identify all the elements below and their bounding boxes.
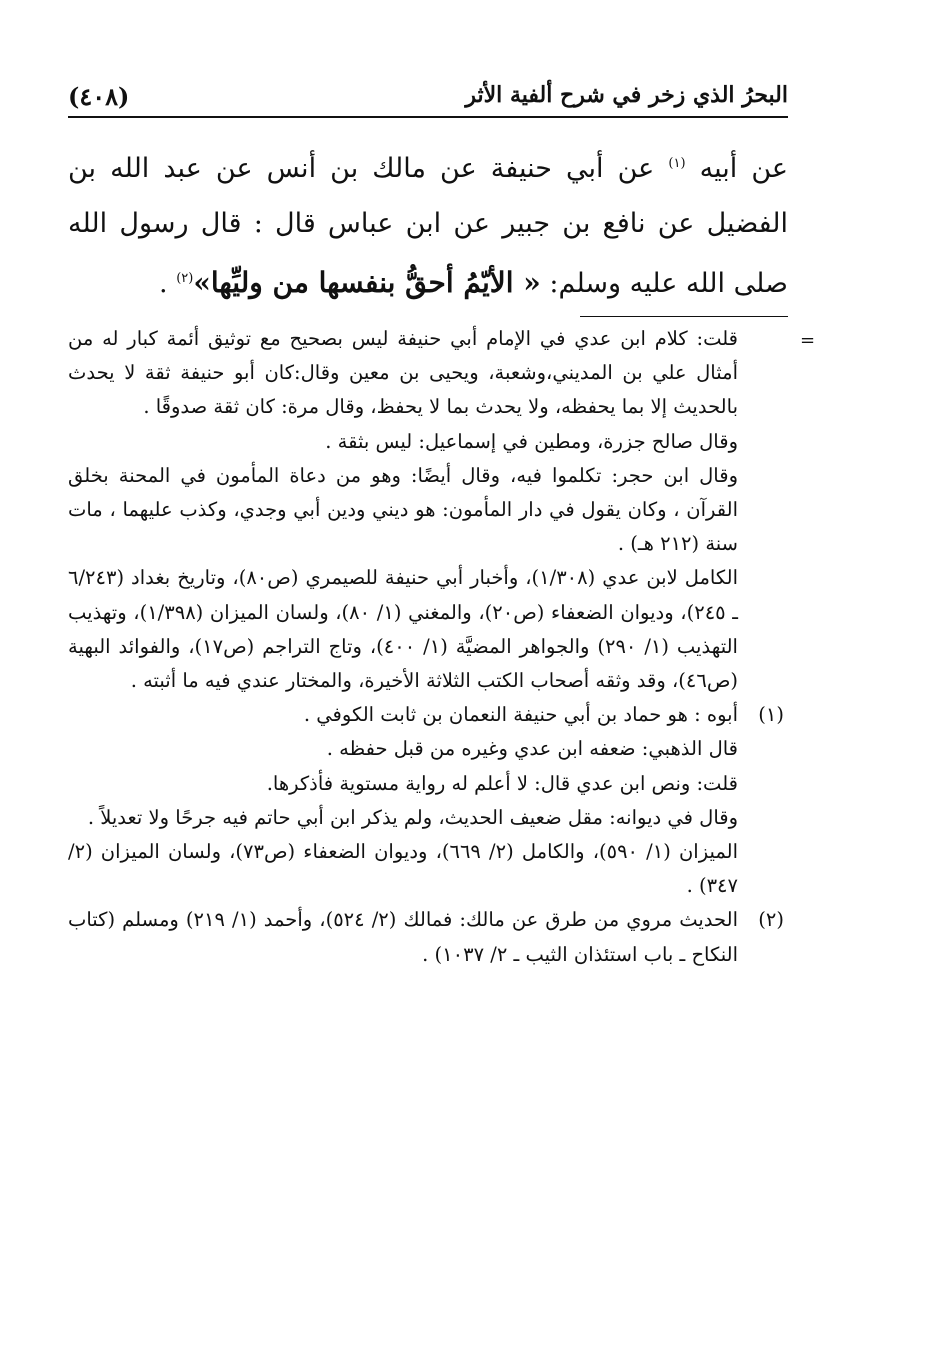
- note-paragraph: قلت: ونص ابن عدي قال: لا أعلم له رواية مستوية فأذكرها.: [266, 771, 738, 795]
- footnote-ref-2: (٢): [176, 271, 194, 286]
- footnote-text: الحديث مروي من طرق عن مالك: فمالك (٢/ ٥٢٤)، وأحمد (١/ ٢١٩) ومسلم (كتاب النكاح ـ باب استئذان الثيب ـ ٢/ ١٠٣٧) .: [68, 908, 738, 966]
- note-paragraph: وقال في ديوانه: مقل ضعيف الحديث، ولم يذكر ابن أبي حاتم فيه جرحًا ولا تعديلاً .: [87, 805, 738, 829]
- note-paragraph: الميزان (١/ ٥٩٠)، والكامل (٢/ ٦٦٩)، وديوان الضعفاء (ص٧٣)، ولسان الميزان (٢/ ٣٤٧) .: [68, 840, 738, 898]
- note-paragraph: الكامل لابن عدي (١/٣٠٨)، وأخبار أبي حنيفة للصيمري (ص٨٠)، وتاريخ بغداد (٦/٢٤٣ ـ ٢٤٥)، وديوان الضعفاء (ص٢٠)، والمغني (١/ ٨٠)، ولسان الميزان (١/٣٩٨)، وتهذيب التهذيب (١/ ٢٩٠) والجواهر المضيَّة (١/ ٤٠٠)، وتاج التراجم (ص١٧)، والفوائد البهية (ص٤٦)، وقد وثقه أصحاب الكتب الثلاثة الأخيرة، والمختار عندي فيه ما أثبته .: [68, 566, 739, 693]
- note-paragraph: قال الذهبي: ضعفه ابن عدي وغيره من قبل حفظه .: [326, 737, 738, 761]
- footnote-2: [68, 903, 784, 971]
- footnote-number: (١): [758, 703, 784, 727]
- main-text-body: عن أبي حنيفة عن مالك بن أنس عن عبد الله بن الفضيل عن نافع بن جبير عن ابن عباس قال : قال رسول الله صلى الله عليه وسلم:: [68, 153, 788, 299]
- book-title: البحرُ الذي زخر في شرح ألفية الأثر: [465, 82, 788, 108]
- note-paragraph: وقال ابن حجر: تكلموا فيه، وقال أيضًا: وهو من دعاة المأمون في المحنة بخلق القرآن ، وكان يقول في دار المأمون: هو ديني ودين أبي وجدي، وكذب عليهما ، مات سنة (٢١٢ هـ) .: [68, 463, 738, 556]
- footnote-ref-1: (١): [668, 156, 686, 171]
- note-paragraph: وقال صالح جزرة، ومطين في إسماعيل: ليس بثقة .: [325, 429, 738, 453]
- footnote-text: أبوه : هو حماد بن أبي حنيفة النعمان بن ثابت الكوفي .: [303, 703, 738, 727]
- footnote-number: (٢): [758, 908, 784, 932]
- hadith-text: « الأيّمُ أحقُّ بنفسها من وليِّها»: [193, 266, 541, 299]
- page-header: [68, 82, 788, 118]
- main-paragraph: [68, 136, 788, 311]
- footnotes: [68, 322, 784, 972]
- continuation-mark: =: [800, 330, 816, 351]
- main-text-end: .: [159, 268, 177, 299]
- footnote-1: [68, 698, 784, 732]
- note-paragraph: قلت: كلام ابن عدي في الإمام أبي حنيفة ليس بصحيح مع توثيق أئمة كبار له من أمثال علي بن المديني،وشعبة، ويحيى بن معين وقال:كان أبو حنيفة ثقة لا يحدث بالحديث إلا بما يحفظه، ولا يحدث بما لا يحفظ، وقال مرة: كان ثقة صدوقًا .: [68, 327, 738, 419]
- footnote-separator: [580, 316, 788, 317]
- main-text-start: عن أبيه: [699, 153, 788, 184]
- main-text: [68, 136, 788, 311]
- page-number: (٤٠٨): [68, 82, 130, 111]
